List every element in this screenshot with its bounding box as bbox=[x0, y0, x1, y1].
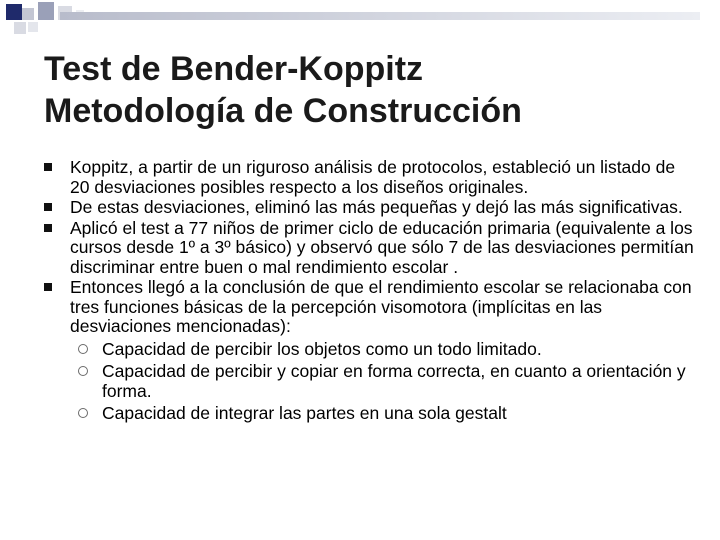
title-line-2: Metodología de Construcción bbox=[44, 92, 522, 130]
deco-square bbox=[14, 22, 26, 34]
deco-square bbox=[6, 4, 22, 20]
sub-bullet-item bbox=[68, 404, 694, 424]
bullet-item bbox=[44, 219, 694, 278]
circle-bullet-icon bbox=[78, 344, 88, 354]
bullet-item bbox=[44, 278, 694, 337]
circle-bullet-icon bbox=[78, 366, 88, 376]
sub-bullet-text: Capacidad de percibir y copiar en forma correcta, en cuanto a orientación y forma. bbox=[102, 361, 686, 401]
bullet-text: Aplicó el test a 77 niños de primer ciclo de educación primaria (equivalente a los cursos desde 1º a 3º básico) y observó que sólo 7 de las desviaciones permitían discriminar entre buen o mal rendimiento escolar . bbox=[70, 217, 694, 277]
slide-content bbox=[44, 158, 694, 424]
bullet-text: De estas desviaciones, eliminó las más pequeñas y dejó las más significativas. bbox=[70, 197, 683, 217]
deco-square bbox=[28, 22, 38, 32]
deco-bar bbox=[60, 12, 700, 20]
deco-square bbox=[38, 2, 54, 20]
bullet-text: Entonces llegó a la conclusión de que el rendimiento escolar se relacionaba con tres funciones básicas de la percepción visomotora (implícitas en las desviaciones mencionadas): bbox=[70, 277, 692, 336]
bullet-item bbox=[44, 158, 694, 197]
square-bullet-icon bbox=[44, 163, 52, 171]
sub-bullet-item bbox=[68, 362, 694, 401]
bullet-item bbox=[44, 198, 694, 218]
bullet-text: Koppitz, a partir de un riguroso análisis de protocolos, estableció un listado de 20 desviaciones posibles respecto a los diseños originales. bbox=[70, 157, 676, 197]
sub-bullet-text: Capacidad de integrar las partes en una sola gestalt bbox=[102, 403, 507, 423]
square-bullet-icon bbox=[44, 203, 52, 211]
slide-title bbox=[44, 48, 704, 132]
decorative-squares-header bbox=[0, 0, 720, 40]
deco-square bbox=[22, 8, 34, 20]
sub-bullet-text: Capacidad de percibir los objetos como un todo limitado. bbox=[102, 338, 542, 359]
sub-bullet-item bbox=[68, 340, 694, 360]
circle-bullet-icon bbox=[78, 408, 88, 418]
square-bullet-icon bbox=[44, 224, 52, 232]
square-bullet-icon bbox=[44, 283, 52, 291]
title-line-1: Test de Bender-Koppitz bbox=[44, 50, 424, 88]
